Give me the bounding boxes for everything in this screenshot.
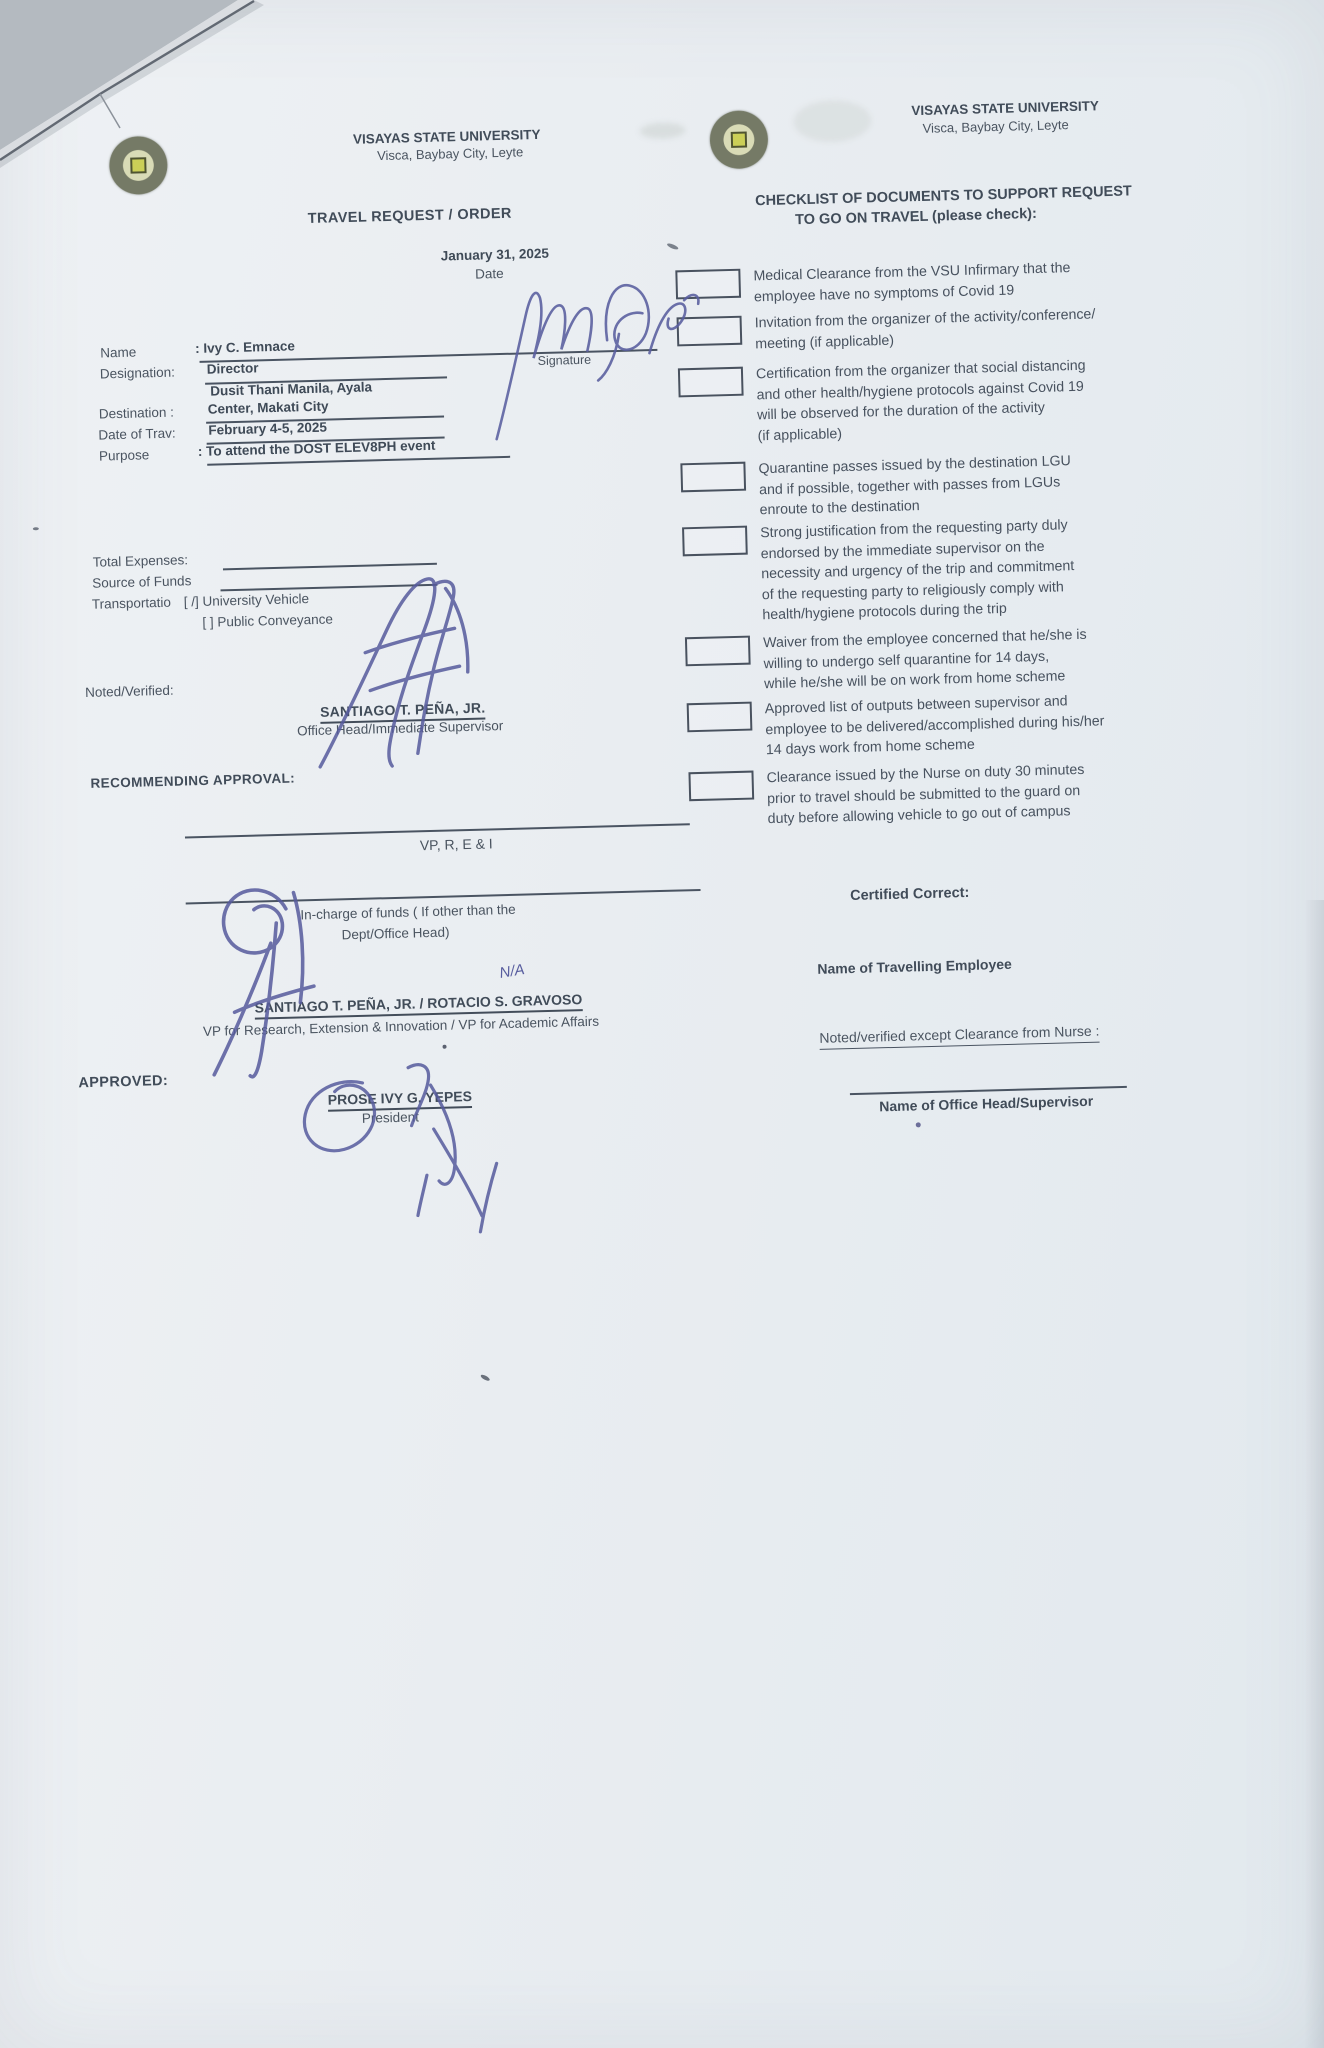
checklist-item-strong-justification: Strong justification from the requesting party duly endorsed by the immediate supervisor on the necessity and urgency of the trip and commitment of the requesting party to religiously comply with health/hygiene protocols during the trip [682, 511, 1231, 628]
transport-option-university-vehicle: [ /] University Vehicle [183, 591, 310, 610]
field-value-destination-line2: Center, Makati City [207, 398, 329, 417]
university-address-left: Visca, Baybay City, Leyte [376, 144, 524, 164]
president-title: President [361, 1109, 420, 1126]
vsu-seal-logo-right [709, 110, 768, 169]
folded-corner-artifact [0, 0, 320, 220]
na-handwritten-annotation: N/A [498, 960, 526, 982]
transportation-label: Transportatio [91, 594, 172, 612]
office-head-label: Name of Office Head/Supervisor [879, 1092, 1094, 1115]
scan-speck [480, 1374, 491, 1382]
date-label: Date [474, 265, 504, 282]
vp-rei-label: VP, R, E & I [419, 835, 493, 854]
checkbox-certification [678, 367, 744, 398]
checkbox-invitation [677, 316, 743, 347]
checklist-item-quarantine-passes: Quarantine passes issued by the destination LGU and if possible, together with passes from LGUs enroute to the destination [680, 447, 1227, 523]
checkbox-nurse-clearance [688, 771, 754, 802]
date-value: January 31, 2025 [440, 245, 550, 264]
supervisor-title: Office Head/Immediate Supervisor [296, 718, 504, 739]
scan-speck [666, 242, 679, 250]
form-title: TRAVEL REQUEST / ORDER [307, 205, 513, 228]
checklist-item-nurse-clearance: Clearance issued by the Nurse on duty 30 minutes prior to travel should be submitted to the guard on duty before allowing vehicle to go out of campus [688, 756, 1235, 832]
field-value-destination-line1: Dusit Thani Manila, Ayala [210, 379, 373, 399]
university-name-right: VISAYAS STATE UNIVERSITY [911, 98, 1100, 119]
scan-speck [33, 527, 39, 530]
university-name-left: VISAYAS STATE UNIVERSITY [352, 126, 541, 147]
transport-option-public-conveyance: [ ] Public Conveyance [202, 611, 334, 630]
bleed-through-smudge [639, 122, 685, 139]
vp-names: SANTIAGO T. PEÑA, JR. / ROTACIO S. GRAVOSO [254, 991, 582, 1020]
checklist-item-waiver: Waiver from the employee concerned that he/she is willing to undergo self quarantine for 14 days, while he/she will be on work from home scheme [685, 621, 1232, 697]
field-value-travel-date: February 4-5, 2025 [208, 419, 328, 438]
ink-dot-speck [916, 1122, 921, 1127]
field-label-designation: Designation: [99, 364, 176, 382]
checklist-item-invitation: Invitation from the organizer of the activity/conference/ meeting (if applicable) [676, 301, 1223, 356]
source-of-funds-underline [221, 584, 438, 591]
vp-titles: VP for Research, Extension & Innovation / VP for Academic Affairs [202, 1013, 600, 1040]
checklist-title-line1: CHECKLIST OF DOCUMENTS TO SUPPORT REQUEST [754, 183, 1132, 210]
checkbox-medical-clearance [675, 269, 741, 300]
noted-except-nurse-label: Noted/verified except Clearance from Nurse : [819, 1023, 1100, 1050]
checkbox-quarantine-passes [680, 462, 746, 493]
noted-verified-label: Noted/Verified: [84, 682, 174, 701]
page-edge-shadow [1304, 900, 1324, 2048]
travelling-employee-label: Name of Travelling Employee [817, 955, 1013, 977]
checklist-item-certification: Certification from the organizer that social distancing and other health/hygiene protocols against Covid 19 will be observed for the duration of the activity (if applicable) [678, 352, 1226, 449]
incharge-of-funds-line2: Dept/Office Head) [341, 924, 450, 943]
checkbox-approved-outputs [687, 702, 753, 733]
field-value-name: : Ivy C. Emnace [194, 338, 296, 357]
bleed-through-smudge [793, 99, 872, 143]
university-address-right: Visca, Baybay City, Leyte [922, 117, 1069, 136]
supervisor-name: SANTIAGO T. PEÑA, JR. [320, 700, 486, 724]
field-label-destination: Destination : [98, 404, 175, 422]
total-expenses-label: Total Expenses: [92, 552, 189, 570]
incharge-of-funds-line1: In-charge of funds ( If other than the [300, 901, 516, 923]
checkbox-strong-justification [682, 526, 748, 557]
approved-label: APPROVED: [78, 1072, 169, 1092]
checklist-item-approved-outputs: Approved list of outputs between supervisor and employee to be delivered/accomplished during his/her 14 days work from home scheme [687, 687, 1234, 763]
signature-caption: Signature [537, 352, 592, 369]
scan-speck [443, 1045, 447, 1049]
checklist-item-medical-clearance: Medical Clearance from the VSU Infirmary that the employee have no symptoms of Covid 19 [675, 254, 1222, 309]
field-label-travel-date: Date of Trav: [98, 425, 176, 443]
incharge-signature-line [186, 889, 701, 904]
field-value-purpose: : To attend the DOST ELEV8PH event [197, 437, 436, 459]
source-of-funds-label: Source of Funds [92, 573, 192, 591]
certified-correct-label: Certified Correct: [849, 884, 970, 905]
checkbox-waiver [685, 636, 751, 667]
field-label-purpose: Purpose [98, 447, 150, 464]
total-expenses-underline [223, 563, 437, 570]
field-value-designation: Director [206, 360, 259, 377]
president-name: PROSE IVY G. YEPES [328, 1088, 473, 1112]
recommending-approval-label: RECOMMENDING APPROVAL: [90, 770, 296, 791]
checklist-title-line2: TO GO ON TRAVEL (please check): [794, 205, 1038, 229]
field-label-name: Name [100, 344, 137, 361]
